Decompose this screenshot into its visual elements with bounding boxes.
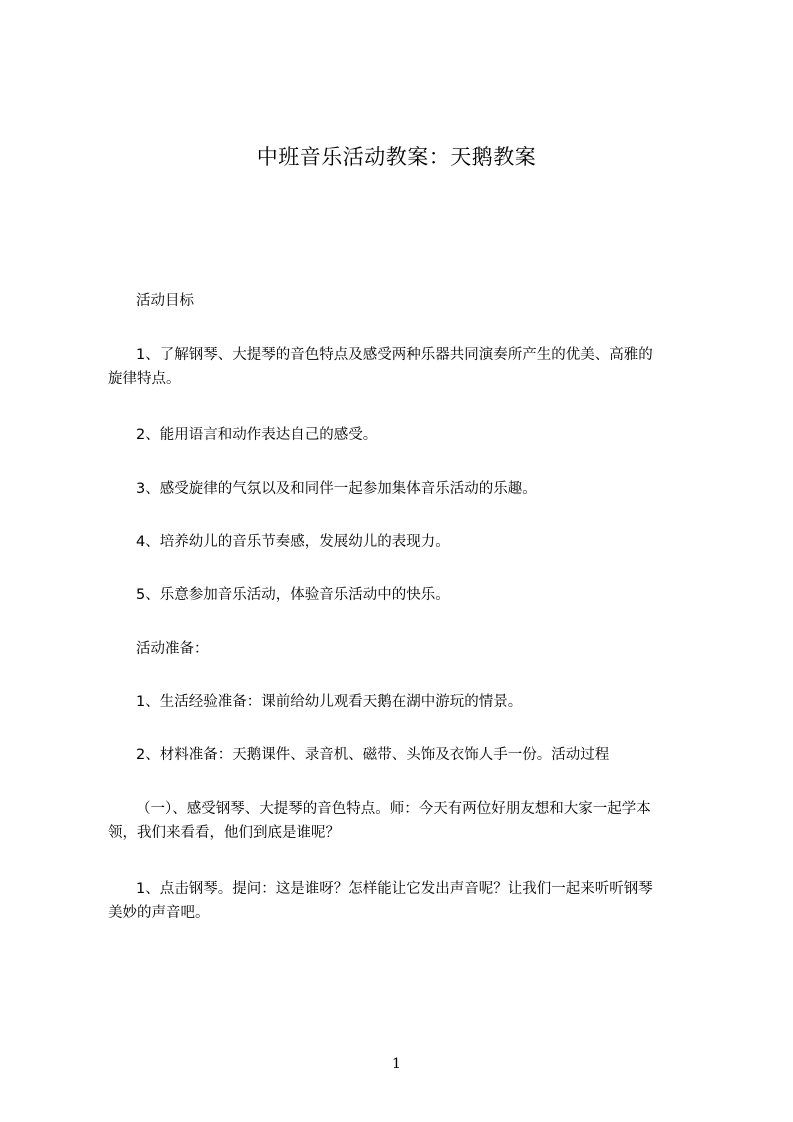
paragraph-process-1 [108,797,716,845]
paragraph-goal-3: 3、感受旋律的气氛以及和同伴一起参加集体音乐活动的乐趣。 [136,481,537,497]
paragraph-goal-4: 4、培养幼儿的音乐节奏感，发展幼儿的表现力。 [136,534,450,550]
paragraph-prep-2: 2、材料准备：天鹅课件、录音机、磁带、头饰及衣饰人手一份。活动过程 [136,747,610,763]
paragraph-process-1-line-2: 领，我们来看看，他们到底是谁呢？ [108,825,340,841]
paragraph-process-2 [108,877,716,925]
heading-activity-goals: 活动目标 [136,293,194,309]
document-title: 中班音乐活动教案：天鹅教案 [256,145,537,169]
paragraph-goal-1 [108,343,716,391]
paragraph-goal-1-line-2: 旋律特点。 [108,371,181,387]
heading-activity-preparation: 活动准备： [136,641,209,657]
paragraph-goal-2: 2、能用语言和动作表达自己的感受。 [136,427,378,443]
paragraph-process-1-line-1: （一）、感受钢琴、大提琴的音色特点。师：今天有两位好朋友想和大家一起学本 [136,801,651,817]
paragraph-process-2-line-2: 美妙的声音吧。 [108,905,210,921]
paragraph-prep-1: 1、生活经验准备：课前给幼儿观看天鹅在湖中游玩的情景。 [136,694,523,710]
paragraph-goal-5: 5、乐意参加音乐活动，体验音乐活动中的快乐。 [136,587,450,603]
page-number: 1 [392,1056,401,1072]
paragraph-process-2-line-1: 1、点击钢琴。提问：这是谁呀？怎样能让它发出声音呢？让我们一起来听听钢琴 [136,881,653,897]
paragraph-goal-1-line-1: 1、了解钢琴、大提琴的音色特点及感受两种乐器共同演奏所产生的优美、高雅的 [136,347,653,363]
